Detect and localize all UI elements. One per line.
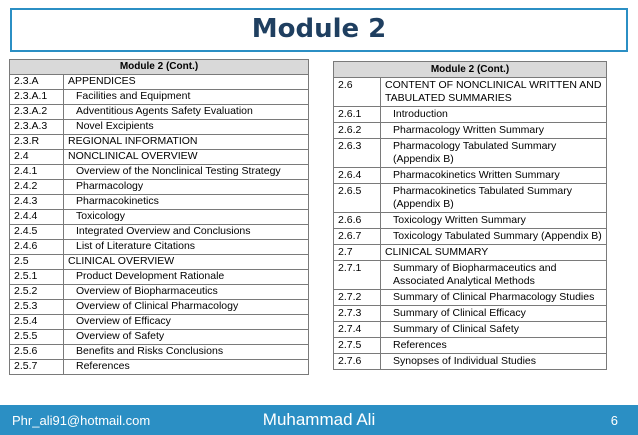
table-row <box>10 240 309 255</box>
section-code: 2.3.A.3 <box>10 120 64 135</box>
section-code: 2.6.6 <box>334 213 381 229</box>
section-code: 2.5.3 <box>10 300 64 315</box>
section-title: Introduction <box>381 107 607 123</box>
section-code: 2.4 <box>10 150 64 165</box>
section-code: 2.6.2 <box>334 123 381 139</box>
section-title: Summary of Clinical Efficacy <box>381 306 607 322</box>
table-row <box>10 255 309 270</box>
table-row <box>334 168 607 184</box>
section-code: 2.6.4 <box>334 168 381 184</box>
section-code: 2.3.A.2 <box>10 105 64 120</box>
section-title: Overview of Clinical Pharmacology <box>64 300 309 315</box>
page-number: 6 <box>610 413 618 428</box>
table-row <box>10 135 309 150</box>
table-row <box>10 345 309 360</box>
section-code: 2.5.1 <box>10 270 64 285</box>
section-title: Facilities and Equipment <box>64 90 309 105</box>
section-title: Toxicology <box>64 210 309 225</box>
section-code: 2.7.5 <box>334 338 381 354</box>
section-code: 2.6.3 <box>334 139 381 168</box>
table-row <box>10 300 309 315</box>
section-title: CLINICAL OVERVIEW <box>64 255 309 270</box>
section-code: 2.4.6 <box>10 240 64 255</box>
table-row <box>334 306 607 322</box>
section-code: 2.7.3 <box>334 306 381 322</box>
section-title: CLINICAL SUMMARY <box>381 245 607 261</box>
section-code: 2.5.7 <box>10 360 64 375</box>
section-title: Toxicology Written Summary <box>381 213 607 229</box>
table-row <box>10 195 309 210</box>
table-row <box>334 245 607 261</box>
table-row <box>334 107 607 123</box>
table-row <box>10 285 309 300</box>
section-title: Overview of Efficacy <box>64 315 309 330</box>
table-row <box>10 120 309 135</box>
section-title: References <box>381 338 607 354</box>
section-code: 2.3.A <box>10 75 64 90</box>
section-title: Pharmacokinetics Tabulated Summary (Appendix B) <box>381 184 607 213</box>
section-code: 2.3.R <box>10 135 64 150</box>
section-code: 2.6 <box>334 78 381 107</box>
footer-bar <box>0 405 638 435</box>
table-row <box>334 213 607 229</box>
section-code: 2.5.5 <box>10 330 64 345</box>
section-code: 2.5 <box>10 255 64 270</box>
right-table <box>333 61 607 370</box>
section-code: 2.6.7 <box>334 229 381 245</box>
section-title: Integrated Overview and Conclusions <box>64 225 309 240</box>
table-row <box>10 105 309 120</box>
section-code: 2.4.2 <box>10 180 64 195</box>
section-code: 2.7.4 <box>334 322 381 338</box>
table-row <box>334 261 607 290</box>
section-title: Benefits and Risks Conclusions <box>64 345 309 360</box>
section-title: APPENDICES <box>64 75 309 90</box>
section-code: 2.4.5 <box>10 225 64 240</box>
table-row <box>10 165 309 180</box>
section-code: 2.7.2 <box>334 290 381 306</box>
table-row <box>334 78 607 107</box>
table-row <box>334 354 607 370</box>
section-title: Product Development Rationale <box>64 270 309 285</box>
right-table-header-row <box>334 62 607 78</box>
left-table <box>9 59 309 375</box>
section-title: Overview of Biopharmaceutics <box>64 285 309 300</box>
section-code: 2.4.4 <box>10 210 64 225</box>
title-box <box>10 8 628 52</box>
section-title: References <box>64 360 309 375</box>
section-title: Summary of Clinical Safety <box>381 322 607 338</box>
table-row <box>334 322 607 338</box>
section-title: Pharmacokinetics Written Summary <box>381 168 607 184</box>
section-title: Novel Excipients <box>64 120 309 135</box>
section-code: 2.3.A.1 <box>10 90 64 105</box>
table-row <box>10 90 309 105</box>
table-row <box>334 229 607 245</box>
table-row <box>10 360 309 375</box>
table-row <box>10 180 309 195</box>
section-title: Toxicology Tabulated Summary (Appendix B) <box>381 229 607 245</box>
section-title: Pharmacology Written Summary <box>381 123 607 139</box>
right-table-header: Module 2 (Cont.) <box>334 62 607 78</box>
table-row <box>10 315 309 330</box>
section-code: 2.7.1 <box>334 261 381 290</box>
section-code: 2.5.4 <box>10 315 64 330</box>
table-row <box>10 270 309 285</box>
table-row <box>10 150 309 165</box>
section-code: 2.6.1 <box>334 107 381 123</box>
section-code: 2.5.2 <box>10 285 64 300</box>
left-table-header: Module 2 (Cont.) <box>10 60 309 75</box>
table-row <box>10 210 309 225</box>
table-row <box>334 123 607 139</box>
table-row <box>334 338 607 354</box>
table-row <box>334 184 607 213</box>
section-code: 2.6.5 <box>334 184 381 213</box>
table-row <box>10 330 309 345</box>
section-title: CONTENT OF NONCLINICAL WRITTEN AND TABULATED SUMMARIES <box>381 78 607 107</box>
section-title: Adventitious Agents Safety Evaluation <box>64 105 309 120</box>
section-code: 2.4.3 <box>10 195 64 210</box>
section-code: 2.5.6 <box>10 345 64 360</box>
slide-title: Module 2 <box>251 14 387 44</box>
section-title: Pharmacology <box>64 180 309 195</box>
section-title: Pharmacokinetics <box>64 195 309 210</box>
table-row <box>10 225 309 240</box>
section-code: 2.7.6 <box>334 354 381 370</box>
section-title: Pharmacology Tabulated Summary (Appendix B) <box>381 139 607 168</box>
table-row <box>334 290 607 306</box>
section-title: REGIONAL INFORMATION <box>64 135 309 150</box>
section-title: Summary of Clinical Pharmacology Studies <box>381 290 607 306</box>
table-row <box>10 75 309 90</box>
section-title: Overview of Safety <box>64 330 309 345</box>
footer-email: Phr_ali91@hotmail.com <box>12 413 151 428</box>
section-code: 2.7 <box>334 245 381 261</box>
footer-author: Muhammad Ali <box>262 410 376 429</box>
left-table-header-row <box>10 60 309 75</box>
section-title: NONCLINICAL OVERVIEW <box>64 150 309 165</box>
section-title: List of Literature Citations <box>64 240 309 255</box>
section-title: Summary of Biopharmaceutics and Associated Analytical Methods <box>381 261 607 290</box>
table-row <box>334 139 607 168</box>
section-title: Overview of the Nonclinical Testing Strategy <box>64 165 309 180</box>
section-title: Synopses of Individual Studies <box>381 354 607 370</box>
section-code: 2.4.1 <box>10 165 64 180</box>
